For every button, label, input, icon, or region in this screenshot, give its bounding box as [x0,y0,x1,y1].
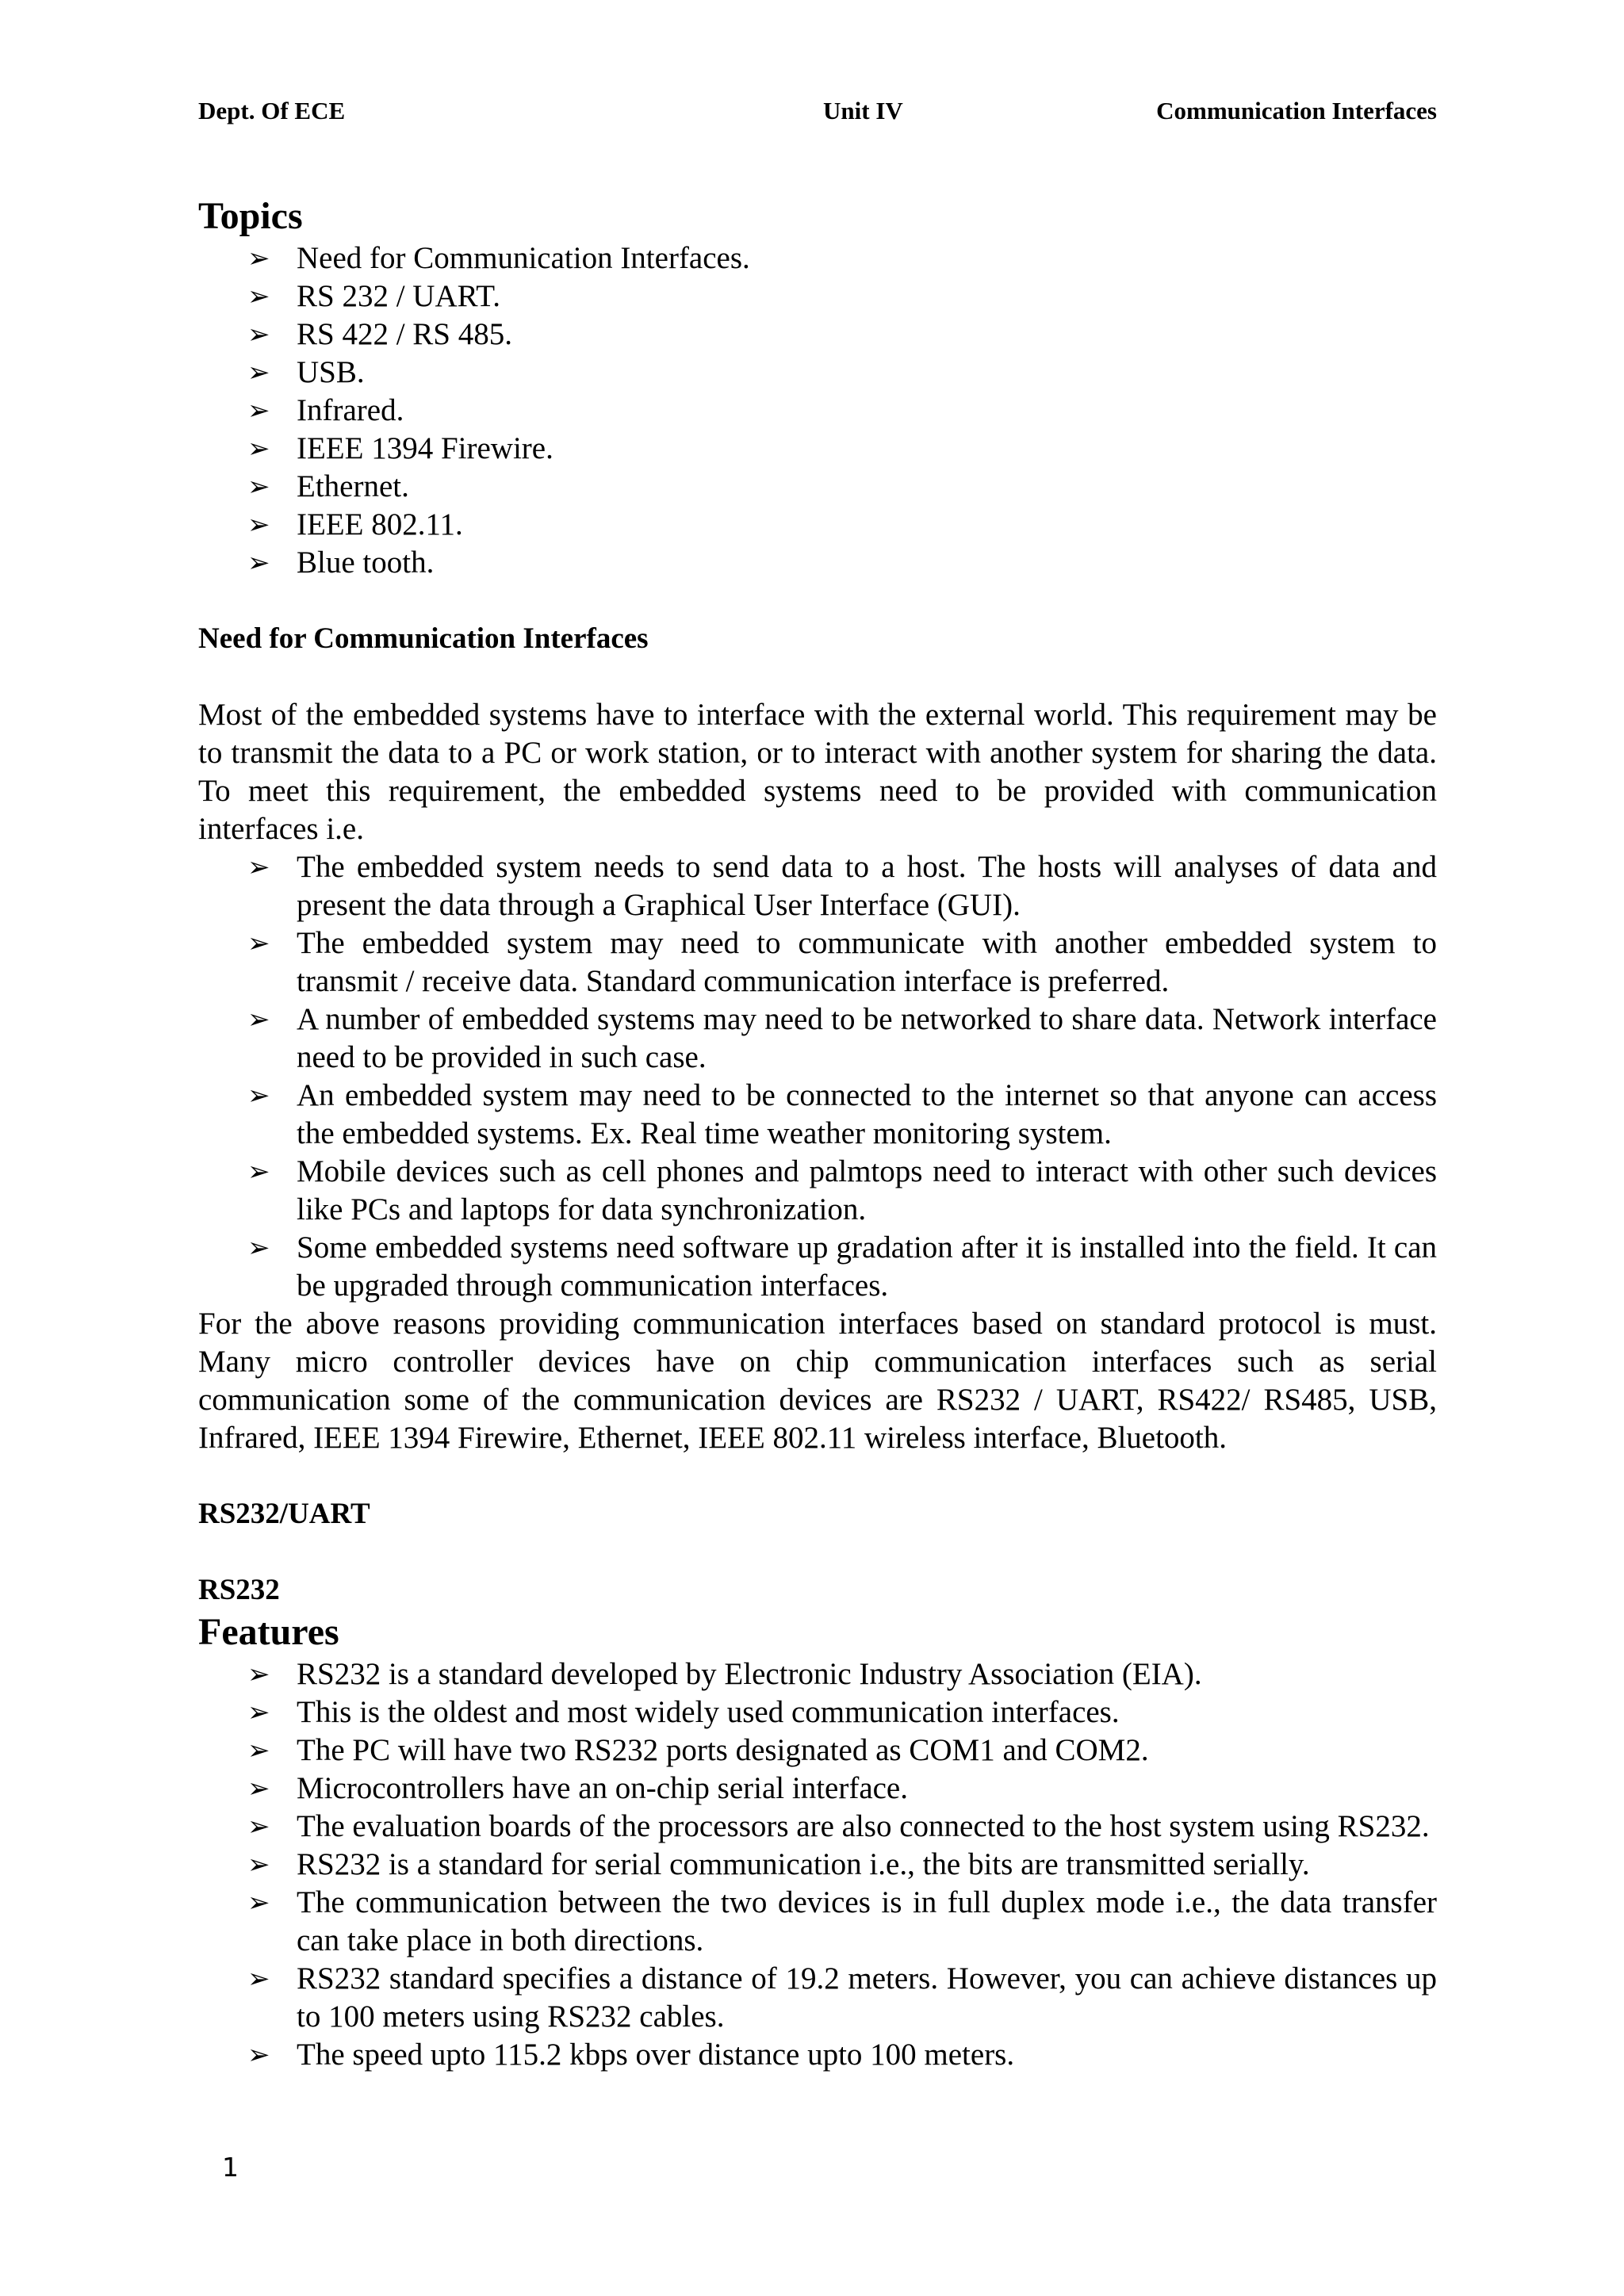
list-item [247,1153,1437,1229]
arrow-bullet-icon: ➢ [247,395,270,427]
list-item [247,1846,1437,1884]
arrow-bullet-icon: ➢ [247,509,270,541]
arrow-bullet-icon: ➢ [247,281,270,312]
list-item-text: A number of embedded systems may need to be networked to share data. Network interface need to be provided in such case. [297,1002,1437,1074]
list-item-text: RS232 is a standard for serial communication i.e., the bits are transmitted serially. [297,1847,1310,1881]
arrow-bullet-icon: ➢ [247,1773,270,1804]
list-item-text: The speed upto 115.2 kbps over distance upto 100 meters. [297,2038,1015,2072]
list-item [247,1960,1437,2036]
arrow-bullet-icon: ➢ [247,471,270,503]
list-item-text: IEEE 802.11. [297,507,463,541]
list-item [247,1077,1437,1153]
list-item [247,277,1437,316]
arrow-bullet-icon: ➢ [247,1963,270,1995]
list-item [247,430,1437,468]
list-item-text: RS 422 / RS 485. [297,317,512,351]
topics-heading: Topics [198,195,303,237]
arrow-bullet-icon: ➢ [247,357,270,388]
list-item [247,1655,1437,1693]
list-item [247,544,1437,582]
list-item-text: RS232 is a standard developed by Electronic Industry Association (EIA). [297,1657,1202,1691]
page-number: 1 [222,2152,239,2183]
list-item-text: RS 232 / UART. [297,279,500,313]
list-item [247,316,1437,354]
topics-list [198,239,1437,582]
arrow-bullet-icon: ➢ [247,1735,270,1766]
list-item-text: RS232 standard specifies a distance of 19.2 meters. However, you can achieve distances up to 100 meters using RS232 cables. [297,1961,1437,2034]
list-item-text: The embedded system needs to send data to a host. The hosts will analyses of data and present the data through a Graphical User Interface (GUI). [297,850,1437,922]
features-list [198,1655,1437,2074]
arrow-bullet-icon: ➢ [247,1004,270,1035]
arrow-bullet-icon: ➢ [247,1080,270,1112]
need-intro-paragraph: Most of the embedded systems have to interface with the external world. This requirement may be to transmit the data to a PC or work station, or to interact with another system for sharing the data. To meet this requirement, the embedded systems need to be provided with communication interfaces i.e. [198,698,1437,846]
page-header [198,97,1437,128]
list-item [247,1884,1437,1960]
list-item-text: The embedded system may need to communicate with another embedded system to transmit / receive data. Standard communication interface is preferred. [297,926,1437,998]
list-item [247,354,1437,392]
list-item [247,239,1437,277]
list-item [247,1732,1437,1770]
list-item-text: IEEE 1394 Firewire. [297,431,553,465]
list-item-text: The evaluation boards of the processors are also connected to the host system using RS232. [297,1809,1430,1843]
list-item [247,392,1437,430]
arrow-bullet-icon: ➢ [247,1232,270,1264]
list-item [247,1001,1437,1077]
list-item-text: The communication between the two devices is in full duplex mode i.e., the data transfer can take place in both directions. [297,1885,1437,1957]
arrow-bullet-icon: ➢ [247,2039,270,2071]
list-item-text: The PC will have two RS232 ports designated as COM1 and COM2. [297,1733,1149,1767]
list-item [247,2036,1437,2074]
list-item-text: This is the oldest and most widely used communication interfaces. [297,1695,1120,1729]
need-list [198,848,1437,1305]
list-item [247,848,1437,924]
arrow-bullet-icon: ➢ [247,928,270,959]
header-title: Communication Interfaces [1156,97,1437,124]
list-item-text: Ethernet. [297,469,409,503]
list-item [247,506,1437,544]
arrow-bullet-icon: ➢ [247,1811,270,1843]
arrow-bullet-icon: ➢ [247,851,270,883]
list-item-text: USB. [297,355,365,389]
arrow-bullet-icon: ➢ [247,319,270,350]
list-item [247,1229,1437,1305]
arrow-bullet-icon: ➢ [247,1887,270,1919]
arrow-bullet-icon: ➢ [247,1659,270,1690]
arrow-bullet-icon: ➢ [247,433,270,465]
header-department: Dept. Of ECE [198,97,346,124]
rs232-subheading: RS232 [198,1574,280,1606]
need-heading: Need for Communication Interfaces [198,622,649,655]
list-item-text: Microcontrollers have an on-chip serial interface. [297,1771,908,1805]
list-item-text: Need for Communication Interfaces. [297,241,750,275]
arrow-bullet-icon: ➢ [247,1156,270,1188]
arrow-bullet-icon: ➢ [247,1849,270,1881]
list-item [247,1808,1437,1846]
list-item [247,1693,1437,1732]
header-unit: Unit IV [823,97,903,124]
arrow-bullet-icon: ➢ [247,1697,270,1728]
list-item-text: Some embedded systems need software up gradation after it is installed into the field. It can be upgraded through communication interfaces. [297,1230,1437,1303]
list-item-text: An embedded system may need to be connected to the internet so that anyone can access the embedded systems. Ex. Real time weather monitoring system. [297,1078,1437,1150]
need-conclusion-paragraph: For the above reasons providing communication interfaces based on standard protocol is must. Many micro controller devices have on chip communication interfaces such as serial communication some of the communication devices are RS232 / UART, RS422/ RS485, USB, Infrared, IEEE 1394 Firewire, Ethernet, IEEE 802.11 wireless interface, Bluetooth. [198,1307,1437,1455]
list-item-text: Mobile devices such as cell phones and palmtops need to interact with other such devices like PCs and laptops for data synchronization. [297,1154,1437,1226]
features-heading: Features [198,1611,339,1653]
rs232-uart-heading: RS232/UART [198,1498,370,1530]
arrow-bullet-icon: ➢ [247,243,270,274]
arrow-bullet-icon: ➢ [247,547,270,579]
list-item [247,1770,1437,1808]
list-item-text: Infrared. [297,393,404,427]
page-content [198,193,1437,2074]
list-item [247,924,1437,1001]
list-item [247,468,1437,506]
list-item-text: Blue tooth. [297,545,435,580]
